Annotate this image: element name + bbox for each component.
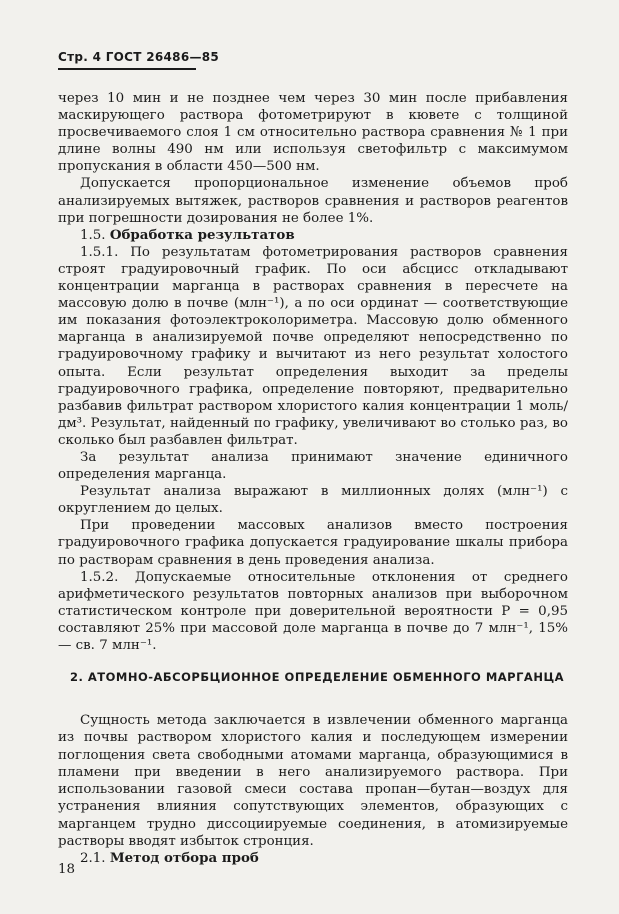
subsection-number: 2.1. [80, 851, 106, 867]
subsection-number: 1.5. [80, 227, 106, 243]
paragraph-continuation: через 10 мин и не позднее чем через 30 мин после прибавления маскирующего раствора фотометрируют в кювете с толщиной просвечиваемого слоя 1 см относительно раствора сравнения № 1 при длине волны 490 нм или используя светофильтр с максимумом пропускания в области 450—500 нм. [58, 91, 568, 175]
body-text-block [58, 90, 568, 654]
section-2-body [58, 712, 568, 868]
paragraph-method-essence: Сущность метода заключается в извлечении обменного марганца из почвы раствором хлористого калия и последующем измерении поглощения света свободными атомами марганца, образующимися в пламени при введении в него анализируемого раствора. При использовании газовой смеси состава пропан—бутан—воздух для устранения влияния сопутствующих элементов, образующих с марганцем трудно диссоциируемые соединения, в атомизируемые растворы вводят избыток стронция. [58, 713, 568, 850]
header-rule [58, 68, 196, 70]
subsection-title: Обработка результатов [109, 226, 295, 243]
section-2-heading: 2. АТОМНО-АБСОРБЦИОННОЕ ОПРЕДЕЛЕНИЕ ОБМЕННОГО МАРГАНЦА [70, 670, 565, 684]
paragraph-result-single: За результат анализа принимают значение единичного определения марганца. [58, 449, 568, 483]
subsection-heading-1-5 [58, 227, 568, 244]
paragraph-mass-analyses: При проведении массовых анализов вместо построения градуировочного графика допускается градуирование шкалы прибора по растворам сравнения в день проведения анализа. [58, 518, 568, 568]
paragraph-result-ppm: Результат анализа выражают в миллионных долях (млн⁻¹) с округлением до целых. [58, 484, 568, 517]
header-label: Стр. 4 ГОСТ 26486—85 [58, 50, 220, 64]
page-header [58, 50, 219, 64]
paragraph-1-5-2: 1.5.2. Допускаемые относительные отклонения от среднего арифметического результатов повторных анализов при выборочном статистическом контроле при доверительной вероятности P = 0,95 составляют 25% при массовой доле марганца в почве до 7 млн⁻¹, 15% — св. 7 млн⁻¹. [58, 569, 568, 653]
subsection-title: Метод отбора проб [109, 850, 259, 867]
paragraph-proportional: Допускается пропорциональное изменение объемов проб анализируемых вытяжек, растворов сравнения и растворов реагентов при погрешности дозирования не более 1%. [58, 176, 568, 226]
page-number: 18 [58, 862, 76, 877]
paragraph-1-5-1: 1.5.1. По результатам фотометрирования растворов сравнения строят градуировочный график. По оси абсцисс откладывают концентрации марганца в растворах сравнения в пересчете на массовую долю в почве (млн⁻¹), а по оси ординат — соответствующие им показания фотоэлектроколориметра. Массовую долю обменного марганца в анализируемой почве определяют непосредственно по градуировочному графику и вычитают из него результат холостого опыта. Если результат определения выходит за пределы градуировочного графика, определение повторяют, предварительно разбавив фильтрат раствором хлористого калия концентрации 1 моль/дм³. Результат, найденный по графику, увеличивают во столько раз, во сколько был разбавлен фильтрат. [58, 244, 568, 448]
subsection-heading-2-1 [58, 850, 568, 867]
